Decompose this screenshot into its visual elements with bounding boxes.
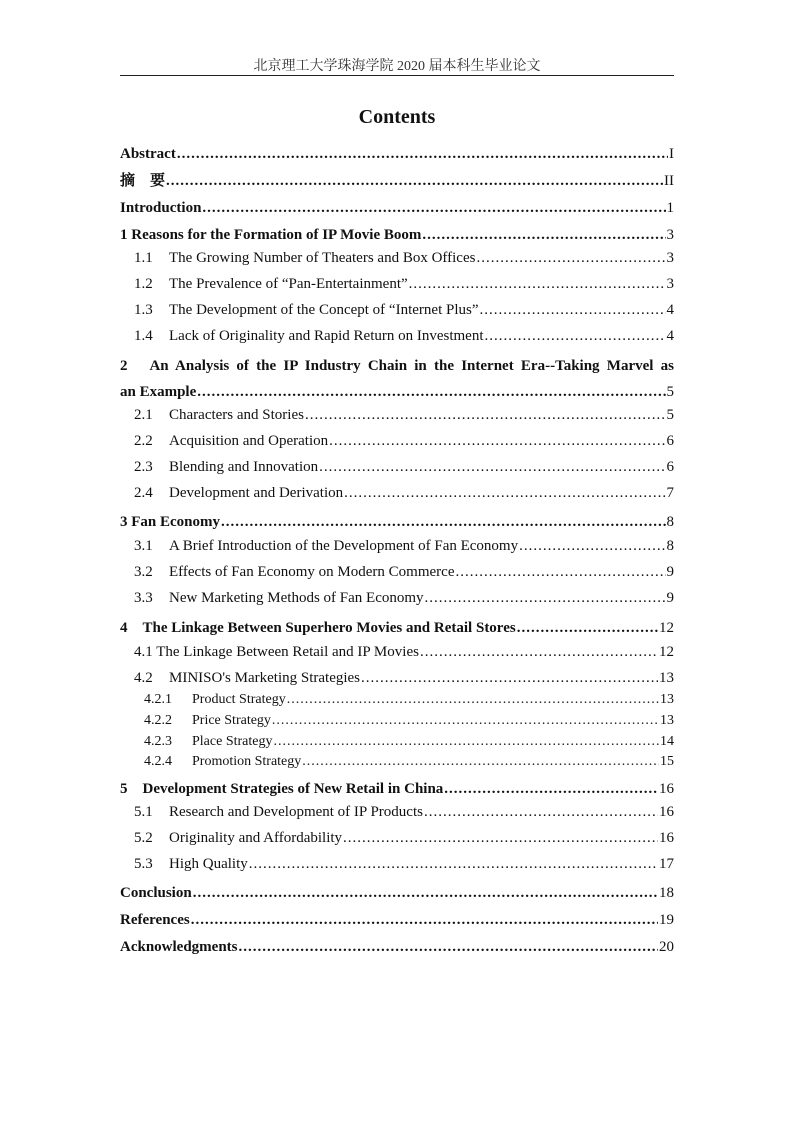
- toc-entry-text: Price Strategy: [192, 713, 271, 728]
- toc-leader-dots: [343, 828, 658, 848]
- toc-entry-number: 5.1: [134, 804, 153, 820]
- toc-entry[interactable]: [120, 779, 674, 799]
- toc-entry[interactable]: [120, 562, 674, 582]
- toc-entry-number: 1.2: [134, 276, 153, 292]
- toc-entry-label: [120, 225, 421, 245]
- toc-page-number: 13: [660, 692, 674, 707]
- toc-page-number: 16: [659, 781, 674, 797]
- toc-entry-label: [120, 883, 192, 903]
- toc-entry-number: 4.2.3: [144, 734, 172, 749]
- toc-entry-text: The Development of the Concept of “Internet Plus”: [169, 302, 479, 318]
- toc-entry-text: Promotion Strategy: [192, 754, 302, 769]
- toc-entry-number: 2.4: [134, 485, 153, 501]
- toc-entry-text: The Growing Number of Theaters and Box Offices: [169, 250, 476, 266]
- toc-entry-number: 4.2: [134, 670, 153, 686]
- toc-entry[interactable]: [120, 457, 674, 477]
- toc-entry-label: [120, 512, 220, 532]
- toc-entry-number: 3.3: [134, 590, 153, 606]
- toc-entry-label: [134, 300, 479, 320]
- toc-page-number: 4: [666, 328, 674, 344]
- toc-leader-dots: [329, 431, 665, 451]
- toc-entry-number: 1.1: [134, 250, 153, 266]
- toc-entry-number: 1.4: [134, 328, 153, 344]
- toc-leader-dots: [485, 326, 666, 346]
- toc-entry-number: 4.2.2: [144, 713, 172, 728]
- toc-entry-text: New Marketing Methods of Fan Economy: [169, 590, 424, 606]
- toc-entry-label: [120, 198, 201, 218]
- toc-page-number: 15: [660, 754, 674, 769]
- toc-entry[interactable]: [120, 512, 674, 532]
- toc-leader-dots: [191, 910, 658, 930]
- toc-entry-number: 2.1: [134, 407, 153, 423]
- toc-entry-label: [134, 536, 518, 556]
- toc-entry-label: [134, 562, 454, 582]
- toc-page-number: 1: [666, 200, 674, 216]
- toc-entry-text: 5 Development Strategies of New Retail in China: [120, 781, 444, 797]
- toc-entry-label: [120, 171, 165, 191]
- toc-entry-text: Originality and Affordability: [169, 830, 343, 846]
- toc-entry-label: [120, 382, 196, 402]
- toc-entry-text: Blending and Innovation: [169, 459, 319, 475]
- toc-entry[interactable]: [120, 937, 674, 957]
- toc-entry-label: [120, 937, 238, 957]
- toc-page-number: II: [664, 173, 674, 189]
- toc-entry-label: [144, 711, 271, 731]
- toc-entry[interactable]: [120, 910, 674, 930]
- toc-entry-text: 1 Reasons for the Formation of IP Movie Boom: [120, 227, 422, 243]
- toc-leader-dots: [273, 732, 659, 752]
- toc-entry[interactable]: [120, 300, 674, 320]
- toc-page-number: 17: [659, 856, 674, 872]
- toc-entry[interactable]: [120, 483, 674, 503]
- toc-entry-label: [134, 405, 304, 425]
- toc-entry-label: [134, 483, 343, 503]
- toc-entry-label: [144, 690, 286, 710]
- toc-page-number: 7: [666, 485, 674, 501]
- toc-entry-label: [120, 910, 190, 930]
- toc-entry-heading-line[interactable]: 2 An Analysis of the IP Industry Chain in the Internet Era--Taking Marvel as: [120, 358, 674, 374]
- toc-entry[interactable]: [120, 732, 674, 752]
- toc-entry-number: 4.2.4: [144, 754, 172, 769]
- toc-entry-label: [134, 588, 424, 608]
- toc-leader-dots: [425, 588, 666, 608]
- toc-entry-label: [120, 144, 176, 164]
- toc-leader-dots: [424, 802, 658, 822]
- toc-entry-text: Research and Development of IP Products: [169, 804, 423, 820]
- toc-page-number: 6: [666, 433, 674, 449]
- toc-entry-label: [134, 668, 360, 688]
- toc-leader-dots: [319, 457, 665, 477]
- toc-entry-label: [144, 752, 301, 772]
- toc-entry-text: 3 Fan Economy: [120, 514, 221, 530]
- toc-leader-dots: [344, 483, 665, 503]
- toc-entry-text: Acquisition and Operation: [169, 433, 329, 449]
- toc-page-number: 19: [659, 912, 674, 928]
- toc-entry-text: A Brief Introduction of the Development of Fan Economy: [169, 538, 519, 554]
- toc-entry[interactable]: [120, 171, 674, 191]
- toc-entry[interactable]: [120, 405, 674, 425]
- toc-entry[interactable]: [120, 711, 674, 731]
- toc-entry[interactable]: [120, 752, 674, 772]
- toc-page-number: 16: [659, 804, 674, 820]
- toc-page-number: 3: [666, 250, 674, 266]
- toc-leader-dots: [517, 618, 658, 638]
- toc-entry-text: Place Strategy: [192, 734, 273, 749]
- toc-entry[interactable]: [120, 536, 674, 556]
- page-title: Contents: [358, 106, 436, 128]
- toc-page-number: 3: [666, 227, 674, 243]
- toc-entry[interactable]: [120, 854, 674, 874]
- toc-leader-dots: [444, 779, 658, 799]
- running-header: 北京理工大学珠海学院 2020 届本科生毕业论文: [253, 59, 541, 74]
- toc-leader-dots: [409, 274, 666, 294]
- toc-entry-number: 2.2: [134, 433, 153, 449]
- toc-entry-text: Introduction: [120, 200, 202, 216]
- toc-entry[interactable]: [120, 248, 674, 268]
- toc-entry-text: Product Strategy: [192, 692, 286, 707]
- toc-entry-label: [144, 732, 272, 752]
- toc-entry[interactable]: [120, 883, 674, 903]
- toc-page-number: 8: [666, 538, 674, 554]
- toc-leader-dots: [193, 883, 658, 903]
- toc-page-number: 12: [659, 644, 674, 660]
- toc-entry-label: [134, 326, 484, 346]
- toc-page-number: 14: [660, 734, 674, 749]
- toc-entry-text: MINISO's Marketing Strategies: [169, 670, 361, 686]
- toc-page-number: 5: [666, 407, 674, 423]
- toc-entry-text: The Prevalence of “Pan-Entertainment”: [169, 276, 408, 292]
- toc-entry[interactable]: [120, 668, 674, 688]
- toc-page-number: 18: [659, 885, 674, 901]
- toc-entry-text: Acknowledgments: [120, 939, 238, 955]
- toc-entry-text: an Example: [120, 384, 197, 400]
- toc-entry-number: 5.2: [134, 830, 153, 846]
- toc-entry-text: High Quality: [169, 856, 248, 872]
- toc-entry-label: [134, 802, 423, 822]
- toc-entry[interactable]: [120, 690, 674, 710]
- toc-entry[interactable]: [120, 618, 674, 638]
- toc-leader-dots: [455, 562, 665, 582]
- toc-leader-dots: [302, 752, 659, 772]
- toc-leader-dots: [476, 248, 665, 268]
- toc-entry-number: 1.3: [134, 302, 153, 318]
- toc-entry-text: Lack of Originality and Rapid Return on Investment: [169, 328, 484, 344]
- toc-leader-dots: [177, 144, 668, 164]
- toc-entry[interactable]: [120, 802, 674, 822]
- toc-entry-number: 4.2.1: [144, 692, 172, 707]
- toc-entry[interactable]: [120, 198, 674, 218]
- toc-entry[interactable]: [120, 588, 674, 608]
- toc-entry[interactable]: [120, 326, 674, 346]
- toc-entry[interactable]: [120, 382, 674, 402]
- toc-entry-text: 摘 要: [120, 173, 166, 189]
- toc-entry-label: [134, 248, 475, 268]
- toc-entry[interactable]: [120, 828, 674, 848]
- toc-entry-number: 3.2: [134, 564, 153, 580]
- toc-entry-number: 2.3: [134, 459, 153, 475]
- toc-leader-dots: [197, 382, 665, 402]
- toc-entry-text: Effects of Fan Economy on Modern Commerce: [169, 564, 455, 580]
- toc-entry-label: [120, 618, 516, 638]
- toc-entry-label: [134, 854, 248, 874]
- toc-leader-dots: [422, 225, 665, 245]
- toc-page-number: 13: [660, 713, 674, 728]
- toc-page-number: 4: [666, 302, 674, 318]
- toc-leader-dots: [249, 854, 658, 874]
- toc-leader-dots: [272, 711, 659, 731]
- toc-entry-text: 4 The Linkage Between Superhero Movies and Retail Stores: [120, 620, 516, 636]
- toc-entry[interactable]: [120, 144, 674, 164]
- toc-leader-dots: [361, 668, 658, 688]
- toc-page-number: 20: [659, 939, 674, 955]
- toc-entry-text: Conclusion: [120, 885, 192, 901]
- toc-entry-text: Development and Derivation: [169, 485, 344, 501]
- toc-leader-dots: [519, 536, 665, 556]
- toc-leader-dots: [480, 300, 666, 320]
- toc-page-number: 9: [666, 564, 674, 580]
- toc-page-number: 3: [666, 276, 674, 292]
- toc-leader-dots: [305, 405, 666, 425]
- toc-page-number: 13: [659, 670, 674, 686]
- toc-entry-label: [134, 642, 419, 662]
- toc-page-number: I: [669, 146, 674, 162]
- toc-entry-number: 5.3: [134, 856, 153, 872]
- toc-entry-number: 3.1: [134, 538, 153, 554]
- toc-page-number: 6: [666, 459, 674, 475]
- toc-entry[interactable]: [120, 642, 674, 662]
- toc-page-number: 16: [659, 830, 674, 846]
- toc-leader-dots: [221, 512, 665, 532]
- toc-entry-label: [134, 828, 342, 848]
- toc-entry-label: [134, 431, 328, 451]
- toc-entry-text: References: [120, 912, 190, 928]
- toc-page-number: 5: [666, 384, 674, 400]
- toc-leader-dots: [202, 198, 665, 218]
- toc-entry-label: [134, 457, 318, 477]
- toc-entry-text: 4.1 The Linkage Between Retail and IP Movies: [134, 644, 419, 660]
- toc-entry-text: Characters and Stories: [169, 407, 304, 423]
- toc-entry-label: [134, 274, 408, 294]
- toc-page-number: 9: [666, 590, 674, 606]
- toc-entry[interactable]: [120, 431, 674, 451]
- toc-leader-dots: [420, 642, 658, 662]
- toc-entry-label: [120, 779, 443, 799]
- toc-entry[interactable]: [120, 225, 674, 245]
- toc-leader-dots: [239, 937, 658, 957]
- header-rule: [120, 75, 674, 76]
- toc-entry-text: Abstract: [120, 146, 176, 162]
- toc-page-number: 12: [659, 620, 674, 636]
- toc-leader-dots: [166, 171, 663, 191]
- toc-leader-dots: [287, 690, 659, 710]
- toc-page-number: 8: [666, 514, 674, 530]
- toc-entry[interactable]: [120, 274, 674, 294]
